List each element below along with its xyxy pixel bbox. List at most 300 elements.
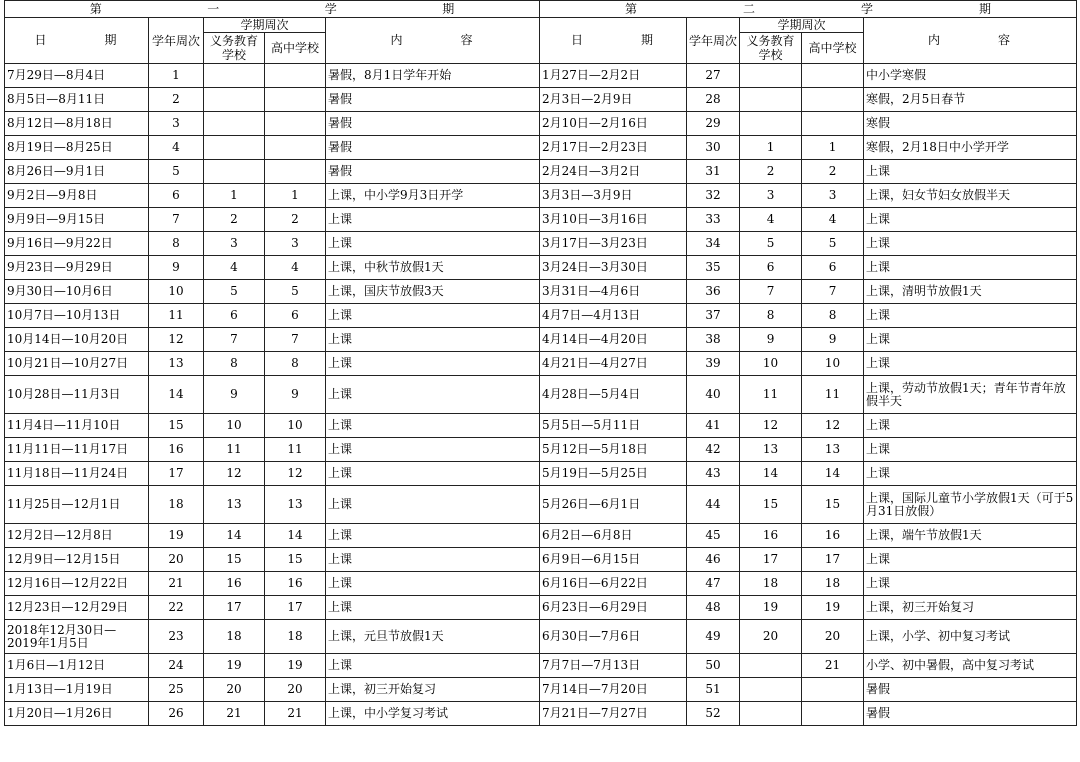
first-semester-char: 学 — [324, 1, 337, 16]
first-term-school-week: 20 — [149, 548, 204, 572]
first-term-high-school-week — [265, 64, 326, 88]
first-term-compulsory-week: 10 — [204, 414, 265, 438]
second-term-school-week: 30 — [687, 136, 740, 160]
first-term-content: 上课 — [326, 414, 540, 438]
second-term-school-week: 36 — [687, 280, 740, 304]
first-term-content: 上课 — [326, 462, 540, 486]
second-term-content: 暑假 — [864, 678, 1077, 702]
high-school-header: 高中学校 — [265, 33, 326, 64]
first-term-compulsory-week: 21 — [204, 702, 265, 726]
second-term-school-week: 34 — [687, 232, 740, 256]
table-row — [5, 184, 1077, 208]
first-term-date: 9月9日—9月15日 — [5, 208, 149, 232]
second-term-compulsory-week: 5 — [740, 232, 802, 256]
second-term-school-week: 37 — [687, 304, 740, 328]
first-term-compulsory-week: 6 — [204, 304, 265, 328]
second-term-date: 2月3日—2月9日 — [540, 88, 687, 112]
second-term-content: 上课，劳动节放假1天；青年节青年放假半天 — [864, 376, 1077, 414]
second-term-date: 4月28日—5月4日 — [540, 376, 687, 414]
second-term-school-week: 27 — [687, 64, 740, 88]
second-term-high-school-week: 11 — [802, 376, 864, 414]
first-term-school-week: 25 — [149, 678, 204, 702]
second-semester-char: 期 — [979, 1, 992, 16]
first-term-compulsory-week: 3 — [204, 232, 265, 256]
date-header: 日 期 — [540, 18, 687, 64]
table-row — [5, 678, 1077, 702]
high-school-header: 高中学校 — [802, 33, 864, 64]
first-term-high-school-week: 18 — [265, 620, 326, 654]
second-term-high-school-week — [802, 88, 864, 112]
second-term-school-week: 47 — [687, 572, 740, 596]
first-term-content: 上课 — [326, 572, 540, 596]
second-term-content: 上课 — [864, 232, 1077, 256]
second-term-high-school-week — [802, 64, 864, 88]
first-term-date: 12月23日—12月29日 — [5, 596, 149, 620]
second-term-date: 5月19日—5月25日 — [540, 462, 687, 486]
first-term-compulsory-week: 4 — [204, 256, 265, 280]
second-term-date: 6月30日—7月6日 — [540, 620, 687, 654]
first-term-school-week: 8 — [149, 232, 204, 256]
first-term-high-school-week: 7 — [265, 328, 326, 352]
second-term-school-week: 45 — [687, 524, 740, 548]
calendar-table — [4, 0, 1077, 726]
second-term-high-school-week — [802, 678, 864, 702]
second-term-content: 暑假 — [864, 702, 1077, 726]
first-term-date: 10月21日—10月27日 — [5, 352, 149, 376]
first-term-date: 11月18日—11月24日 — [5, 462, 149, 486]
table-row — [5, 136, 1077, 160]
second-term-school-week: 48 — [687, 596, 740, 620]
first-term-content: 上课 — [326, 352, 540, 376]
column-header-row — [5, 18, 1077, 33]
first-term-date: 8月19日—8月25日 — [5, 136, 149, 160]
first-term-content: 上课 — [326, 486, 540, 524]
second-term-content: 寒假，2月5日春节 — [864, 88, 1077, 112]
first-term-content: 上课 — [326, 596, 540, 620]
first-term-content: 上课，国庆节放假3天 — [326, 280, 540, 304]
first-term-date: 1月20日—1月26日 — [5, 702, 149, 726]
first-term-compulsory-week: 16 — [204, 572, 265, 596]
second-semester-char: 二 — [743, 1, 756, 16]
table-row — [5, 596, 1077, 620]
second-term-content: 上课 — [864, 462, 1077, 486]
second-term-date: 6月2日—6月8日 — [540, 524, 687, 548]
table-row — [5, 160, 1077, 184]
second-term-date: 7月14日—7月20日 — [540, 678, 687, 702]
first-term-high-school-week: 6 — [265, 304, 326, 328]
second-term-date: 1月27日—2月2日 — [540, 64, 687, 88]
first-term-high-school-week: 4 — [265, 256, 326, 280]
first-term-date: 7月29日—8月4日 — [5, 64, 149, 88]
first-term-compulsory-week: 20 — [204, 678, 265, 702]
table-row — [5, 232, 1077, 256]
second-term-content: 上课，国际儿童节小学放假1天（可于5月31日放假） — [864, 486, 1077, 524]
first-term-content: 暑假 — [326, 136, 540, 160]
first-term-date: 11月25日—12月1日 — [5, 486, 149, 524]
second-term-school-week: 43 — [687, 462, 740, 486]
second-term-school-week: 35 — [687, 256, 740, 280]
second-term-high-school-week: 13 — [802, 438, 864, 462]
table-row — [5, 486, 1077, 524]
first-term-content: 暑假，8月1日学年开始 — [326, 64, 540, 88]
second-term-compulsory-week — [740, 702, 802, 726]
first-term-date: 10月28日—11月3日 — [5, 376, 149, 414]
first-term-date: 9月16日—9月22日 — [5, 232, 149, 256]
first-term-high-school-week — [265, 112, 326, 136]
second-term-content: 上课 — [864, 160, 1077, 184]
second-term-date: 7月21日—7月27日 — [540, 702, 687, 726]
first-term-content: 上课，元旦节放假1天 — [326, 620, 540, 654]
first-term-high-school-week: 14 — [265, 524, 326, 548]
first-term-high-school-week: 10 — [265, 414, 326, 438]
second-term-date: 5月5日—5月11日 — [540, 414, 687, 438]
table-row — [5, 702, 1077, 726]
first-term-school-week: 16 — [149, 438, 204, 462]
table-row — [5, 572, 1077, 596]
first-term-content: 上课，初三开始复习 — [326, 678, 540, 702]
second-term-high-school-week: 10 — [802, 352, 864, 376]
first-term-compulsory-week: 14 — [204, 524, 265, 548]
table-row — [5, 304, 1077, 328]
table-row — [5, 620, 1077, 654]
second-term-date: 5月12日—5月18日 — [540, 438, 687, 462]
table-row — [5, 548, 1077, 572]
second-term-school-week: 39 — [687, 352, 740, 376]
first-term-date: 9月23日—9月29日 — [5, 256, 149, 280]
content-header: 内 容 — [326, 18, 540, 64]
first-term-date: 9月2日—9月8日 — [5, 184, 149, 208]
second-term-date: 7月7日—7月13日 — [540, 654, 687, 678]
second-term-date: 3月24日—3月30日 — [540, 256, 687, 280]
first-term-school-week: 4 — [149, 136, 204, 160]
first-term-date: 8月12日—8月18日 — [5, 112, 149, 136]
school-calendar — [4, 0, 1076, 758]
date-header: 日 期 — [5, 18, 149, 64]
first-term-high-school-week: 13 — [265, 486, 326, 524]
first-term-high-school-week — [265, 160, 326, 184]
second-term-compulsory-week: 12 — [740, 414, 802, 438]
first-semester-char: 一 — [207, 1, 220, 16]
second-term-high-school-week: 19 — [802, 596, 864, 620]
second-term-compulsory-week: 11 — [740, 376, 802, 414]
table-row — [5, 328, 1077, 352]
first-term-date: 10月7日—10月13日 — [5, 304, 149, 328]
second-term-content: 小学、初中暑假，高中复习考试 — [864, 654, 1077, 678]
first-term-school-week: 1 — [149, 64, 204, 88]
first-term-compulsory-week: 8 — [204, 352, 265, 376]
table-row — [5, 112, 1077, 136]
first-term-school-week: 22 — [149, 596, 204, 620]
first-term-content: 上课 — [326, 208, 540, 232]
first-term-content: 上课，中小学9月3日开学 — [326, 184, 540, 208]
second-term-high-school-week: 6 — [802, 256, 864, 280]
second-term-date: 6月23日—6月29日 — [540, 596, 687, 620]
school-week-header: 学年周次 — [149, 18, 204, 64]
compulsory-school-header: 义务教育学校 — [740, 33, 802, 64]
first-term-school-week: 15 — [149, 414, 204, 438]
first-term-high-school-week: 12 — [265, 462, 326, 486]
first-term-compulsory-week: 18 — [204, 620, 265, 654]
second-term-school-week: 38 — [687, 328, 740, 352]
second-term-content: 上课 — [864, 304, 1077, 328]
first-term-date: 8月5日—8月11日 — [5, 88, 149, 112]
second-term-high-school-week — [802, 702, 864, 726]
first-term-compulsory-week — [204, 64, 265, 88]
first-term-school-week: 26 — [149, 702, 204, 726]
first-term-school-week: 7 — [149, 208, 204, 232]
second-term-date: 6月16日—6月22日 — [540, 572, 687, 596]
second-term-compulsory-week: 13 — [740, 438, 802, 462]
first-term-compulsory-week — [204, 88, 265, 112]
first-term-high-school-week — [265, 136, 326, 160]
first-term-high-school-week — [265, 88, 326, 112]
first-term-compulsory-week: 7 — [204, 328, 265, 352]
second-term-high-school-week: 21 — [802, 654, 864, 678]
first-term-school-week: 18 — [149, 486, 204, 524]
first-term-content: 上课 — [326, 304, 540, 328]
second-term-content: 寒假 — [864, 112, 1077, 136]
first-term-school-week: 12 — [149, 328, 204, 352]
semester-header-row — [5, 1, 1077, 18]
table-row — [5, 352, 1077, 376]
first-term-date: 12月2日—12月8日 — [5, 524, 149, 548]
second-term-date: 3月3日—3月9日 — [540, 184, 687, 208]
first-term-school-week: 11 — [149, 304, 204, 328]
first-term-content: 暑假 — [326, 88, 540, 112]
first-term-compulsory-week — [204, 160, 265, 184]
first-term-compulsory-week — [204, 112, 265, 136]
second-term-date: 5月26日—6月1日 — [540, 486, 687, 524]
first-term-content: 上课，中秋节放假1天 — [326, 256, 540, 280]
second-term-content: 上课 — [864, 414, 1077, 438]
second-term-date: 4月14日—4月20日 — [540, 328, 687, 352]
school-week-header: 学年周次 — [687, 18, 740, 64]
first-term-date: 12月9日—12月15日 — [5, 548, 149, 572]
second-term-school-week: 29 — [687, 112, 740, 136]
first-term-compulsory-week: 12 — [204, 462, 265, 486]
first-term-school-week: 17 — [149, 462, 204, 486]
first-term-school-week: 5 — [149, 160, 204, 184]
first-term-school-week: 23 — [149, 620, 204, 654]
first-term-date: 9月30日—10月6日 — [5, 280, 149, 304]
second-term-school-week: 51 — [687, 678, 740, 702]
second-term-content: 上课，清明节放假1天 — [864, 280, 1077, 304]
first-term-high-school-week: 9 — [265, 376, 326, 414]
term-week-header: 学期周次 — [740, 18, 864, 33]
first-term-school-week: 14 — [149, 376, 204, 414]
second-term-high-school-week: 20 — [802, 620, 864, 654]
second-term-compulsory-week — [740, 112, 802, 136]
second-term-content: 上课 — [864, 256, 1077, 280]
first-term-high-school-week: 5 — [265, 280, 326, 304]
second-term-school-week: 44 — [687, 486, 740, 524]
second-term-high-school-week — [802, 112, 864, 136]
first-term-school-week: 10 — [149, 280, 204, 304]
second-term-compulsory-week: 19 — [740, 596, 802, 620]
first-term-compulsory-week: 15 — [204, 548, 265, 572]
first-term-content: 暑假 — [326, 160, 540, 184]
first-semester-char: 期 — [442, 1, 455, 16]
content-header: 内 容 — [864, 18, 1077, 64]
second-term-date: 4月21日—4月27日 — [540, 352, 687, 376]
second-term-compulsory-week: 16 — [740, 524, 802, 548]
second-term-school-week: 28 — [687, 88, 740, 112]
first-term-compulsory-week: 5 — [204, 280, 265, 304]
second-term-school-week: 42 — [687, 438, 740, 462]
first-term-compulsory-week: 9 — [204, 376, 265, 414]
second-term-date: 2月10日—2月16日 — [540, 112, 687, 136]
table-row — [5, 256, 1077, 280]
second-term-date: 2月24日—3月2日 — [540, 160, 687, 184]
table-row — [5, 654, 1077, 678]
second-term-content: 上课 — [864, 208, 1077, 232]
first-term-high-school-week: 2 — [265, 208, 326, 232]
first-term-high-school-week: 3 — [265, 232, 326, 256]
term-week-header: 学期周次 — [204, 18, 326, 33]
second-term-date: 3月31日—4月6日 — [540, 280, 687, 304]
second-term-high-school-week: 9 — [802, 328, 864, 352]
second-term-date: 6月9日—6月15日 — [540, 548, 687, 572]
second-term-school-week: 52 — [687, 702, 740, 726]
first-semester-char: 第 — [89, 1, 102, 16]
calendar-body — [5, 64, 1077, 726]
second-term-content: 寒假，2月18日中小学开学 — [864, 136, 1077, 160]
second-term-compulsory-week: 7 — [740, 280, 802, 304]
first-term-content: 暑假 — [326, 112, 540, 136]
first-term-date: 11月4日—11月10日 — [5, 414, 149, 438]
second-term-high-school-week: 7 — [802, 280, 864, 304]
second-term-compulsory-week: 1 — [740, 136, 802, 160]
first-term-school-week: 21 — [149, 572, 204, 596]
first-term-high-school-week: 17 — [265, 596, 326, 620]
first-term-compulsory-week — [204, 136, 265, 160]
first-term-high-school-week: 8 — [265, 352, 326, 376]
second-term-compulsory-week — [740, 88, 802, 112]
second-term-high-school-week: 16 — [802, 524, 864, 548]
second-term-school-week: 49 — [687, 620, 740, 654]
second-term-school-week: 50 — [687, 654, 740, 678]
compulsory-school-header: 义务教育学校 — [204, 33, 265, 64]
first-term-school-week: 2 — [149, 88, 204, 112]
first-term-date: 11月11日—11月17日 — [5, 438, 149, 462]
table-row — [5, 280, 1077, 304]
second-term-high-school-week: 2 — [802, 160, 864, 184]
second-term-compulsory-week: 10 — [740, 352, 802, 376]
second-term-compulsory-week: 20 — [740, 620, 802, 654]
first-term-content: 上课 — [326, 328, 540, 352]
second-term-high-school-week: 15 — [802, 486, 864, 524]
first-term-content: 上课 — [326, 524, 540, 548]
second-term-content: 上课 — [864, 572, 1077, 596]
second-term-high-school-week: 1 — [802, 136, 864, 160]
second-semester-char: 学 — [861, 1, 874, 16]
second-term-compulsory-week: 18 — [740, 572, 802, 596]
second-term-compulsory-week: 17 — [740, 548, 802, 572]
first-term-date: 10月14日—10月20日 — [5, 328, 149, 352]
second-term-compulsory-week: 9 — [740, 328, 802, 352]
second-term-compulsory-week — [740, 64, 802, 88]
first-term-content: 上课 — [326, 376, 540, 414]
second-term-content: 上课 — [864, 328, 1077, 352]
first-term-high-school-week: 16 — [265, 572, 326, 596]
second-term-compulsory-week — [740, 678, 802, 702]
second-term-compulsory-week: 3 — [740, 184, 802, 208]
table-row — [5, 376, 1077, 414]
table-row — [5, 462, 1077, 486]
first-term-content: 上课 — [326, 232, 540, 256]
second-term-compulsory-week: 2 — [740, 160, 802, 184]
first-term-school-week: 9 — [149, 256, 204, 280]
second-term-content: 上课，妇女节妇女放假半天 — [864, 184, 1077, 208]
second-term-high-school-week: 14 — [802, 462, 864, 486]
first-term-school-week: 3 — [149, 112, 204, 136]
second-term-date: 2月17日—2月23日 — [540, 136, 687, 160]
first-term-date: 12月16日—12月22日 — [5, 572, 149, 596]
second-term-compulsory-week: 6 — [740, 256, 802, 280]
second-term-content: 上课 — [864, 352, 1077, 376]
first-term-high-school-week: 21 — [265, 702, 326, 726]
first-semester-header — [5, 1, 540, 18]
first-term-compulsory-week: 1 — [204, 184, 265, 208]
second-term-content: 上课 — [864, 438, 1077, 462]
first-term-content: 上课 — [326, 654, 540, 678]
first-term-compulsory-week: 2 — [204, 208, 265, 232]
second-term-high-school-week: 12 — [802, 414, 864, 438]
first-term-school-week: 19 — [149, 524, 204, 548]
second-term-content: 上课 — [864, 548, 1077, 572]
second-term-high-school-week: 17 — [802, 548, 864, 572]
first-term-compulsory-week: 11 — [204, 438, 265, 462]
first-term-date: 2018年12月30日—2019年1月5日 — [5, 620, 149, 654]
first-term-high-school-week: 19 — [265, 654, 326, 678]
second-term-content: 上课，初三开始复习 — [864, 596, 1077, 620]
first-term-date: 8月26日—9月1日 — [5, 160, 149, 184]
table-row — [5, 414, 1077, 438]
first-term-school-week: 24 — [149, 654, 204, 678]
second-term-content: 上课，端午节放假1天 — [864, 524, 1077, 548]
first-term-content: 上课 — [326, 548, 540, 572]
table-row — [5, 208, 1077, 232]
table-row — [5, 524, 1077, 548]
first-term-content: 上课 — [326, 438, 540, 462]
second-term-date: 3月10日—3月16日 — [540, 208, 687, 232]
first-term-content: 上课，中小学复习考试 — [326, 702, 540, 726]
first-term-date: 1月6日—1月12日 — [5, 654, 149, 678]
table-row — [5, 438, 1077, 462]
first-term-date: 1月13日—1月19日 — [5, 678, 149, 702]
second-term-school-week: 46 — [687, 548, 740, 572]
second-term-school-week: 33 — [687, 208, 740, 232]
first-term-compulsory-week: 13 — [204, 486, 265, 524]
second-term-high-school-week: 18 — [802, 572, 864, 596]
first-term-compulsory-week: 19 — [204, 654, 265, 678]
second-term-school-week: 40 — [687, 376, 740, 414]
second-term-date: 3月17日—3月23日 — [540, 232, 687, 256]
first-term-high-school-week: 15 — [265, 548, 326, 572]
second-semester-header — [540, 1, 1077, 18]
second-term-school-week: 31 — [687, 160, 740, 184]
table-row — [5, 88, 1077, 112]
first-term-high-school-week: 1 — [265, 184, 326, 208]
second-term-compulsory-week: 14 — [740, 462, 802, 486]
first-term-compulsory-week: 17 — [204, 596, 265, 620]
first-term-school-week: 6 — [149, 184, 204, 208]
second-term-content: 中小学寒假 — [864, 64, 1077, 88]
second-term-school-week: 32 — [687, 184, 740, 208]
second-semester-char: 第 — [625, 1, 638, 16]
first-term-high-school-week: 20 — [265, 678, 326, 702]
second-term-compulsory-week: 4 — [740, 208, 802, 232]
